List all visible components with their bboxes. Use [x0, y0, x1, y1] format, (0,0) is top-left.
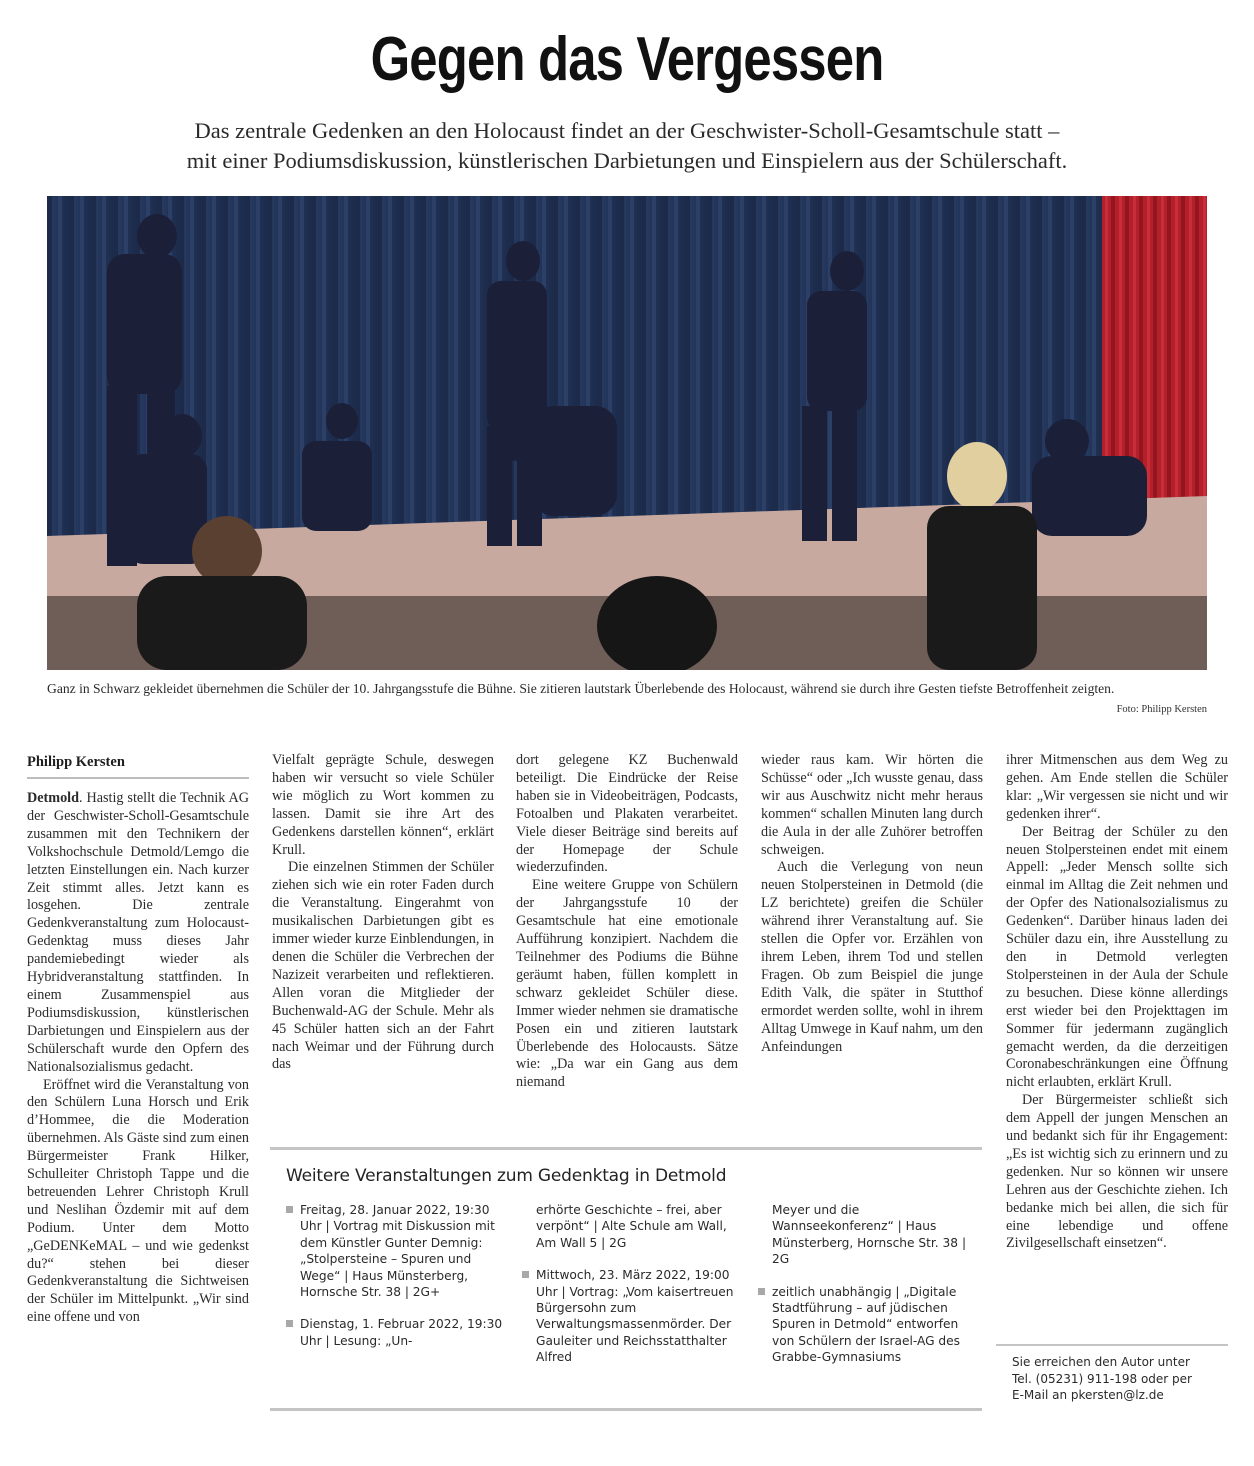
- contact-email[interactable]: E-Mail an pkersten@lz.de: [1012, 1388, 1164, 1402]
- event-text: Freitag, 28. Januar 2022, 19:30 Uhr | Vortrag mit Diskussion mit dem Künstler Gunter Demnig: „Stolpersteine – Spuren und Wege“ | Haus Münsterberg, Hornsche Str. 38 | 2G+: [300, 1203, 495, 1300]
- article-photo: [47, 196, 1207, 670]
- square-bullet-icon: [286, 1206, 293, 1213]
- paragraph: dort gelegene KZ Buchenwald beteiligt. Die Eindrücke der Reise haben sie in Videobeiträgen, Podcasts, Fotoalben und Plakaten verarbeitet. Viele dieser Beiträge sind bereits auf der Homepage der Schule wiederzufinden.: [516, 752, 738, 876]
- subheadline-line-2: mit einer Podiumsdiskussion, künstlerischen Darbietungen und Einspielern aus der Schülerschaft.: [186, 148, 1068, 173]
- author-contact: [996, 1344, 1228, 1404]
- event-item: [286, 1316, 508, 1349]
- paragraph-text: . Hastig stellt die Technik AG der Geschwister-Scholl-Gesamtschule zusammen mit den Technikern der Volkshochschule Detmold/Lemgo die letzten Einstellungen ein. Nach kurzer Zeit stimmt alles. Jetzt kann es losgehen. Die zentrale Gedenkveranstaltung zum Holocaust-Gedenktag muss dieses Jahr pandemiebedingt wieder als Hybridveranstaltung stattfinden. In einem Zusammenspiel aus Podiumsdiskussion, künstlerischen Darbietungen und Einspielern aus der Schülerschaft wurde den Opfern des Nationalsozialismus gedacht.: [27, 790, 249, 1075]
- paragraph: Die einzelnen Stimmen der Schüler ziehen sich wie ein roter Faden durch die Veranstaltung. Eingerahmt von musikalischen Darbietungen gibt es immer wieder kurze Einblendungen, in denen die Schüler die Verbrechen der Nazizeit verarbeiten und reflektieren. Allen voran die Mitglieder der Buchenwald-AG der Schule. Mehr als 45 Schüler hatten sich an der Fahrt nach Weimar und der Führung durch das: [272, 859, 494, 1073]
- event-text: Dienstag, 1. Februar 2022, 19:30 Uhr | Lesung: „Un-: [300, 1317, 503, 1348]
- author-byline: Philipp Kersten: [27, 754, 249, 779]
- paragraph: Eine weitere Gruppe von Schülern der Jahrgangsstufe 10 der Gesamtschule hat eine emotionale Aufführung konzipiert. Nachdem die Teilnehmer des Podiums die Bühne geräumt haben, füllen komplett in schwarz gekleidet Schüler diese. Immer wieder nehmen sie dramatische Posen ein und zitieren lautstark Überlebende des Holocausts. Sätze wie: „Da war ein Gang aus dem niemand: [516, 877, 738, 1091]
- photo-credit: Foto: Philipp Kersten: [1116, 704, 1207, 715]
- events-column-1: [286, 1202, 508, 1365]
- contact-phone: Tel. (05231) 911-198 oder per: [1012, 1371, 1192, 1386]
- square-bullet-icon: [758, 1288, 765, 1295]
- subheadline-line-1: Das zentrale Gedenken an den Holocaust findet an der Geschwister-Scholl-Gesamtschule statt –: [194, 118, 1060, 143]
- event-item: [522, 1202, 744, 1251]
- paragraph: ihrer Mitmenschen aus dem Weg zu gehen. Am Ende stellen die Schüler klar: „Wir vergessen sie nicht und wir gedenken ihrer“.: [1006, 752, 1228, 822]
- article-column-2: [272, 752, 494, 1074]
- event-text: Meyer und die Wannseekonferenz“ | Haus Münsterberg, Hornsche Str. 38 | 2G: [772, 1203, 967, 1267]
- dateline: Detmold: [27, 790, 80, 806]
- event-item: [522, 1267, 744, 1365]
- paragraph: Vielfalt geprägte Schule, deswegen haben wir versucht so viele Schüler wie möglich zu Wort kommen zu lassen. Damit sie ihre Art des Gedenkens darstellen können“, erklärt Krull.: [272, 752, 494, 858]
- paragraph: wieder raus kam. Wir hörten die Schüsse“ oder „Ich wusste genau, dass wir aus Auschwitz nicht mehr heraus kommen“ schallen Minuten lang durch die Aula in der alle Zuhörer betroffen schweigen.: [761, 752, 983, 858]
- subheadline: [60, 116, 1194, 176]
- infobox-title: Weitere Veranstaltungen zum Gedenktag in Detmold: [286, 1166, 727, 1186]
- article-column-1: [27, 790, 249, 1327]
- events-infobox: [270, 1147, 982, 1411]
- paragraph: Eröffnet wird die Veranstaltung von den Schülern Luna Horsch und Erik d’Hommee, die die Moderation übernehmen. Als Gäste sind zum einen Bürgermeister Frank Hilker, Schulleiter Christoph Tappe und die betreuenden Lehrer Christoph Krull und Neslihan Özdemir mit auf dem Podium. Unter dem Motto „GeDENKeMAL – und wie gedenkst du?“ stehen bei dieser Gedenkveranstaltung die Sichtweisen der Schüler im Mittelpunkt. „Wir sind eine offene und von: [27, 1076, 249, 1326]
- paragraph: Der Beitrag der Schüler zu den neuen Stolpersteinen endet mit einem Appell: „Jeder Mensch sollte sich einmal im Alltag die Zeit nehmen und der Opfer des Nationalsozialismus zu Gedenken“. Darüber hinaus laden dei Schüler dazu ein, ihre Ausstellung zu den in Detmold verlegten Stolpersteinen in der Aula der Schule zu besuchen. Diese könne allerdings erst wieder bei den Projekttagen im Sommer für jedermann zugänglich gemacht werden, da die derzeitigen Coronabeschränkungen eine Öffnung nicht erlaubten, erklärt Krull.: [1006, 823, 1228, 1091]
- event-text: erhörte Geschichte – frei, aber verpönt“ | Alte Schule am Wall, Am Wall 5 | 2G: [536, 1203, 727, 1250]
- event-item: [758, 1284, 980, 1366]
- event-item: [758, 1202, 980, 1268]
- headline: Gegen das Vergessen: [370, 25, 884, 94]
- event-text: zeitlich unabhängig | „Digitale Stadtführung – auf jüdischen Spuren in Detmold“ entworfen von Schülern der Israel-AG des Grabbe-Gymnasiums: [772, 1284, 961, 1365]
- paragraph: Der Bürgermeister schließt sich dem Appell der jungen Menschen an und bedankt sich für ihr Engagement: „Es ist wichtig sich zu erinnern und zu gedenken. Nur so können wir unsere Lehren aus der Geschichte ziehen. Ich bedanke mich bei allen, die sich für eine lebendige und offene Zivilgesellschaft einsetzen“.: [1006, 1092, 1228, 1252]
- event-text: Mittwoch, 23. März 2022, 19:00 Uhr | Vortrag: „Vom kaisertreuen Bürgersohn zum Verwaltungsmassenmörder. Der Gauleiter und Reichsstatthalter Alfred: [536, 1268, 734, 1365]
- square-bullet-icon: [522, 1271, 529, 1278]
- events-column-2: [522, 1202, 744, 1382]
- article-column-5: [1006, 752, 1228, 1253]
- paragraph: Auch die Verlegung von neun neuen Stolpersteinen in Detmold (die LZ berichtete) greifen die Schüler während ihrer Veranstaltung auf. Sie stellen die Opfer vor. Erzählen von ihrem Leben, ihrem Tod und stellen Fragen. Ob zum Beispiel die junge Edith Valk, die später in Stutthof ermordet werden sollte, wohl in ihrem Alltag Umwege in Kauf nahm, um den Anfeindungen: [761, 859, 983, 1055]
- square-bullet-icon: [286, 1320, 293, 1327]
- contact-line: Sie erreichen den Autor unter: [1012, 1355, 1190, 1369]
- event-item: [286, 1202, 508, 1300]
- article-column-3: [516, 752, 738, 1092]
- stage-performance-image: [47, 196, 1207, 670]
- paragraph: [27, 790, 249, 1077]
- photo-caption: Ganz in Schwarz gekleidet übernehmen die Schüler der 10. Jahrgangsstufe die Bühne. Sie zitieren lautstark Überlebende des Holocaust, während sie durch ihre Gesten tiefste Betroffenheit zeigten.: [47, 681, 1115, 696]
- article-column-4: [761, 752, 983, 1056]
- events-column-3: [758, 1202, 980, 1382]
